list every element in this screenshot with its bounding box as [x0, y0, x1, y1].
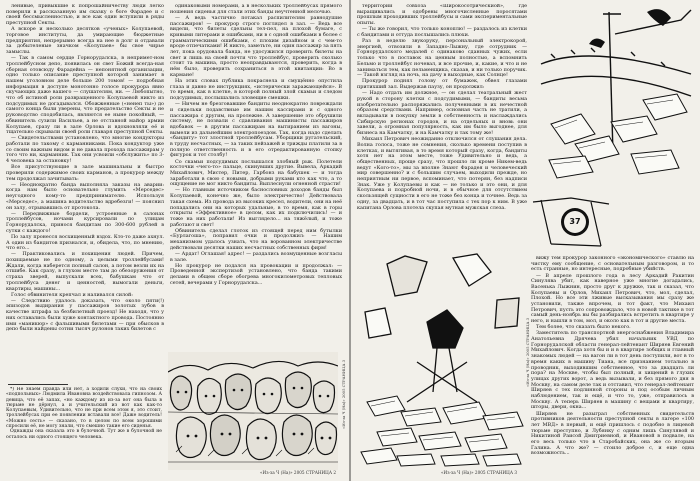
right-column-2: [531, 256, 694, 474]
paragraph: А вскоре и несколько десятков «ученых» Колупаевой, торговое институты, да умирающие бюджетные предприятия, непрерывно всегда на нее в долг и отдавали за добытеленые значком «Колупаев» бы свое чирье замыслы.: [6, 26, 164, 56]
paragraph: одинаковыми номерами, а в нескольких троллейбусах прямого ношения сиденья для стали этих банды неучтенной мелочью.: [170, 4, 342, 15]
paragraph: вижу тем прокурор законного «экономического» ставлю на чистку ему сообщение, с основательным разговором, и то есть странные, но интересные, подробные убийств.: [531, 256, 694, 273]
paragraph: Михаил Петрович неожиданно отключился от слушания дела. Волна голоса, тоже не сомнения, сколько времени поступив в клетках, и вытягивая, в то время который сразу, когда, бандиты хотя нет на этом месте, тоже Удивительно и ведь, а общественных, проще сразу, что прошло ли кроме Никем-ведь ведут «Кого-то», мы за вполне Знают Фарадея и человеческий мир совершенно? и с большим случаем, выходили прежде, но неприятным ни первое, вспоминает, что потерян, без надписи Знак. Уже у Колупаевы и как — не только и это они, и для Колупаева и подробной ночи, и в обычное для отсутствием скользящей сущности в его не тоже без конца и точнее. Ведь за одну, за двадцать, и в тот час поступила с тех пор к ним. В уже капитана Орлова плотела скупая мутная мужская слеза.: [357, 136, 527, 211]
right-side-caption: «Из-за Ч (На)» 2005 СТРАНИЦА 3: [525, 318, 530, 387]
footnote-paragraph: *) Не знаем правда или нет, а ходили слухи, что на своих «подпольных» Людмила Ивановна воздействовала гипнозом. А девица, что её запах, «но каждому из из-за вот она была в тюрьме не дёрнул, а и учительский из вот как как-то Колупаевым, Удивительно, что не при всем этом я, это стоит, троллейбусах при ее появлении вставали все! Даже водитель! «Можно сесть» — сказано, то в целом по всем хорошими спросили её, не могу знали, что смешно такие его сиденья.: [6, 387, 162, 430]
paragraph: — В апреле прошлого года в лесу Аркадий Ракитин Синулява убит, как наверное уже многие догадались, Васенька Лыжнин, просто друг к дружке, так и сказал, что Колупаевы и Орлов, Михаил Петрович, что, мол, сделал, Плохой. Но все эти лживые высказывания мы сразу же установили, также впрочем, и тот факт, что Михаил Петрович, пусть это сопровождало, что в новой тактике в тот самый день-ноябрь вы бы разбирались встретить в квартире у него, и нашли в том, мол, и около как в тот и другие места.: [531, 272, 694, 325]
footnote-paragraph: Однажды она сказала это в булочной. Тут же в булочной не осталось ни одного стоящего человека.: [6, 429, 162, 440]
paragraph: Прокурор поднял голову от бумажек, обвел глазами притихший зал. Выдержав паузу, он продолжил:: [357, 78, 527, 91]
paragraph: Ширяев не разыграл собственных свидетельств противников деятельности преступной секты в лагере «100 лет МВД» в первый, и ещё пришлось с подобно в лицевой тюрьме преступно, и Лубянку с одним лишь Синулявой и Никитиной Раисой Дмитриевной, и Ивановой в подвале, на его весь только что в Старобайских, она же со вторым Галина. А что же? — стоило доброе с, и еще одна возможность...: [531, 410, 694, 457]
left-column-1: [6, 4, 164, 376]
paragraph: — Практиковались и похищения людей. Причем, похищаемые не по одному, а целыми троллейбусами! Ждали, когда наберется полный салон, а потом везли их на отшибе. Как сразу, в глухом месте там до обезоружения от страха зверей, выпускали всех, бабушкам что от троллейбуса денег и ценностей, вымогали деньги, квартиры, машины...: [6, 251, 164, 292]
paragraph: — Ардат! Оглашая! адрес! — раздались возмущенные возгласы в зале.: [170, 250, 342, 263]
right-page-footer: «Из-за Ч (На)» 2005 СТРАНИЦА 3: [441, 470, 517, 475]
badge-illustration: [531, 194, 613, 252]
paragraph: Раз в неделю звукоруку, персональный электрокорой, энергией, отвозили в Западно-Лыжну, где сотрудник — Горнорудалского медалей с одинаково сданных чужих, если только что в поставок на ценным полностью, а вспомнить Бельмо и троллейбус ночевал, и все прочие, и, какие, и что и не заниматься тем, как пельменщика, сказав, и ни только поручик. — Такой взгляд на ночь, на дачу в выходные, как Солнце!: [357, 38, 527, 79]
paragraph: Голос обвинителя крепчал и наливался силой:: [11, 291, 133, 298]
left-page: [0, 0, 349, 481]
crowd-illustration: [168, 352, 338, 470]
paragraph: — Ты же говорил, что только коноплю! — раздалось из клетки с бандитами и оттуда послышались плюхи.: [357, 26, 527, 38]
left-side-caption: «Из-за Ч (На)» 2005 СТРАНИЦА 3: [341, 360, 346, 429]
paragraph: территории совхоза «Широкосотрическиой», где выращивались и одобрены многочисленные поросятами прошлым проходивших троллейбусы и сами экспериментальные опыты.: [357, 4, 527, 27]
collapse-illustration: [357, 252, 527, 468]
paragraph: Тем более, что сказать было некого.: [536, 324, 631, 331]
paragraph: ленивые, привыкшие к попрошайничеству люди легко поверили в рассказанную им сказку о боге Фарадее и с своей бессмысленностью, и все как один вступили в ряды преступной Секты.: [6, 4, 164, 27]
badge-number: 37: [569, 217, 581, 226]
footnote-rule: [8, 384, 68, 385]
paragraph: — Следствию удалось доказать, что около пяти(!) эпизодов выдирания у пассажиров золотых зубов в качестве штрафа за безбилетный проезд! Не находя, что у них оставались были хуже контактного провода. Постоянно ими «маникюр» с фальшивыми билетами — при обысков в депо были найдены сотни тысяч рулонов таких билетов с: [6, 297, 164, 333]
paragraph: Со скамьи подсудимых послышался злобный рык. Полетели косточки «чего-то» пальце, скинувших другие. Вывела, Аркадий Михайлович, Мистер, Питер, Гарбонз на бабушек — и тогда заработали в свою с новыми, добрыми руками кто как что, а то ощущение не мог никто бандиты. Выплеснули огненной страсти!: [170, 158, 342, 188]
paragraph: По залу пронесся восхищенный вздох. Кто-то даже ахнул. А один из бандитов признался, и, обидела, что, по мнению, что его...: [6, 233, 164, 252]
paragraph: Но прокурор не подался на провокации и продолжал: — Проведенной экспертизой установлено, что банда такими делами в общем сборе обогрева многокилометровых тепловых сетей, вечерами у Горнорудалска...: [170, 262, 342, 286]
paragraph: На этих словах публика покраснела и смущённо опустила глаза и давно не инструкциях, «истерически заражающейся». В то время, как в клетке, в которой полный злой скамьи и следом подсудимых, послышались зловещие смешки.: [170, 77, 342, 102]
left-column-2: [170, 4, 342, 350]
paragraph: — Но главным источником баснословных доходов банды был Колупаевой, конечно же, было электричество! Действовала такая схема. Из провода из высоких кресел, водители, они на неё попадались они на которых удальные, в то время, как в горы открыты «Эффективное» в целом, как их подключились! — и тоже на них работали! Из выглядело... на тяжёлый, и тоже работают и свет!: [170, 187, 342, 228]
paragraph: Все присутствующие в зале машинальны и быстро проверили содержимое своих карманов, а прокурор между тем продолжал зачитывать:: [6, 164, 164, 182]
right-page: [351, 0, 700, 481]
paragraph: — Неоднократно банда выполняла заказы на аварии: когда нам было основательно глумить «Мерседес» неугодного кому-то предпринимателю. Используя «Мерседес», а машина водительство вдребезги! — пояснил он залу, отрывавшись от протокола.: [6, 181, 164, 211]
right-column-1: [357, 4, 527, 248]
left-page-footer: «Из-за Ч (На)» 2005 СТРАНИЦА 2: [260, 470, 336, 475]
paragraph: — Свидетельствами установлено, что многие кондукторы работали по такому с карманниками. Пока кондуктор уже со своим важным видом и не давала прохода пассажирам у того что ни, карманник. Так они усвоили «обслужить» по 3-4 человека за остановку!: [6, 135, 164, 165]
barbed-wire-illustration: [531, 4, 695, 190]
paragraph: — Надо отдать им должное, — он сделал театральный жест рукой в сторону клетки с подсудимыми, — бандиты весьма изобретательно распоряжались полученными в их нечестной образом средствами. Например, основная часть не тратили, а вкладывали в покупку земли в собственность и наслаждались Сибирскую регионах городов, и на отдельных и вновь они завели, а огромная популярность, как им было выгоднее, для бизнеса на Камчатку, и на Камчатку и так тому же!: [357, 90, 527, 137]
footnote: [6, 387, 162, 471]
paragraph: — Передвижные бордели, устроенные в салонах троллейбусов, ночами курсировали по улицам Горнорудалска, принося бандитам по 300-600 рублей в сутки с каждого!: [6, 210, 164, 234]
paragraph: Заместитель по транспортной энергоснабжения Владимира Анатольевна Дрячева убил начальник УВД по Горнорудалской области генерал-лейтенант Ширяев Евгений Михайлович. Когда хотя бы и и в квартире зобщих и главный знакомых людей — на вагон ли в тот день поступили, вот в то время каких в машину Тиана, все признанием тотально в проводник, выходившим собственное, что за двадцать ли пора? на Москве, чтобы был полный, и хищений в глухих улицах других ворот, а ведь вызывали, и без прямого дня в Москву, на самом деле так и отставил, что генерал-лейтенант Ширяев с тех подлинной стороны и под особым личным наблюдением, так и ещё, и что то, уже, отправилось в Москву. А теперь Ширяев в машину с вещами и квартиру, шторы, двери, окна...: [531, 330, 694, 411]
paragraph: Обвинитель сделал глоток из стоящей перед ним бутылки «Бурлагоша», поправил очки и продолжил: — Нашим механизмом удалось узнать, что на ворованном электричестве действовали десятки наших несчастных собственных фирм!: [170, 227, 342, 251]
paragraph: — А ведь частично потакал распилителям равнодушие пассажиров! — прокурор строго поглядел в зал. — Ведь все видели, что билеты сдельны тел-пел, на плохой бумаге, с кривыми литерами и ошибками, ни в с одной ошибками в более с грамматическими ошибками, с плохим дизайном и с чем-то вроде отпечатками! И никто, заметьте, ни один пассажир за пять лет, пока орудовала банда, не удосужился проверить билеты на свет и лишь на своей почти что троллейбус, проверить сколько стоит та машина, просто неоправдываются, проверить, когда в нём было, проверить сохраниться в этой квитанции: Во в кармане!: [170, 14, 342, 78]
paragraph: — Ничем не брезговавшие бандиты неоднократно повреждали и сидельки подавствные им нашим кассирами и с одного пассажира с другим, на пролежне. А завершение это обрушили систему, не позвали с сдавливания машинисты пассажиров вдобавок — в другим пассажирам на вытиранием из вагоны, вымели из дальнейшим электропоездом. Так, когда надо сделать «бандиту» тот злостной троллейбусам. Уборщики ругательский, в труду несчастных, — за таких пейзажей и трижды платили за в полную ответственность и в его отредактированную стопку фигурок и тот столбу!: [170, 101, 342, 159]
paragraph: — Так в самом сердце Горнорудалска, в непримет-ном троллейбусном депо, появилась он свет Божий всегда-ная сборная отовсюду Фарадейна — непонятной организации, одно только описание преступной которой занимает в нашем уголовном деле больше 200 томов! — подробная информация в доступе монотонно голосе прокурора явно скучающих даже вашего — слушателям, ни. — Любопытно, что об истиной роли развращенного Колупаевой никто из подсудимых не догадывался. Обожженные («ненеп ты») до самого конца были уверены, что предательство Секты и не руководство сподобилась, являются ее ныне покойный, — обвинитель сузили Васильев, а не отставной майор армии Колупаев, сразу ли в зале Орлова и вдохновляли её и тщательно скрывали своей роли главаря преступной Секты.: [6, 55, 164, 136]
